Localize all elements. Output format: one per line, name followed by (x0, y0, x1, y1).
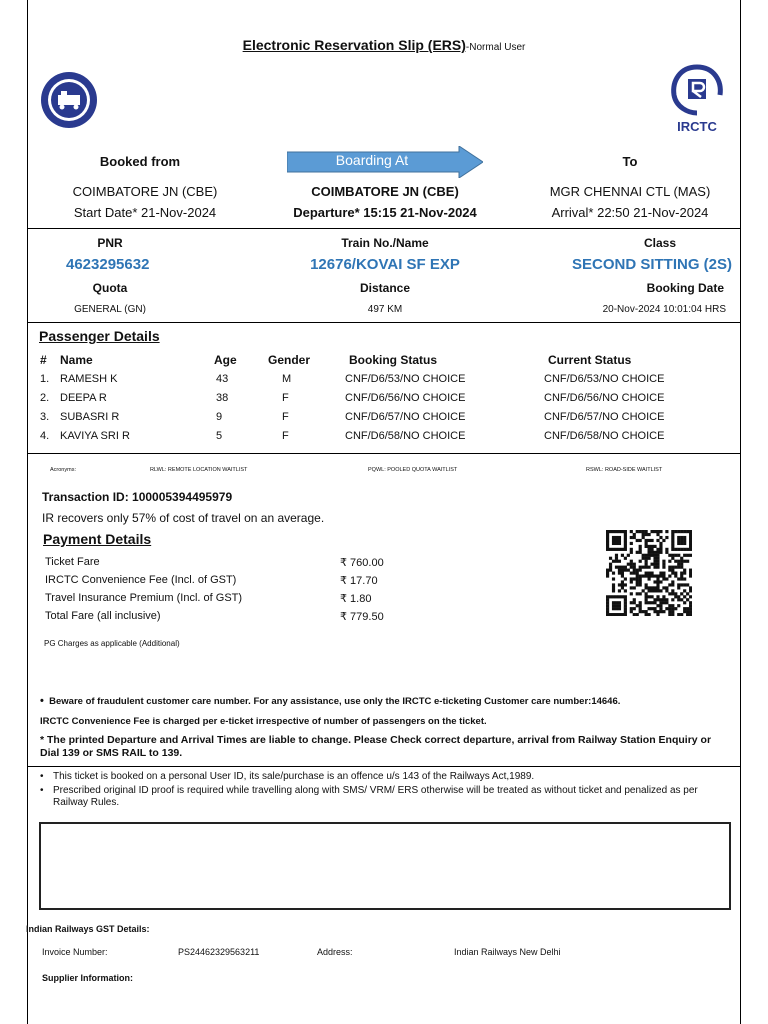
ticket-fare-label: Ticket Fare (45, 556, 100, 568)
fraud-notice-text: Beware of fraudulent customer care number. For any assistance, use only the IRCTC e-ticketing Customer care number:14646. (49, 696, 621, 707)
distance-value: 497 KM (367, 304, 403, 315)
page-border-right (740, 0, 741, 1024)
transaction-id: Transaction ID: 100005394495979 (42, 490, 233, 504)
col-booking-status: Booking Status (349, 353, 438, 367)
insurance-premium-label: Travel Insurance Premium (Incl. of GST) (45, 592, 243, 604)
table-row (0, 373, 768, 389)
supplier-information-label: Supplier Information: (42, 973, 133, 983)
col-gender: Gender (268, 353, 311, 367)
passenger-num: 1. (40, 373, 50, 385)
table-row (0, 392, 768, 408)
insurance-premium-amount: ₹ 1.80 (340, 593, 372, 605)
col-current-status: Current Status (548, 353, 632, 367)
passenger-num: 2. (40, 392, 50, 404)
passenger-age: 5 (216, 430, 223, 442)
acronyms-label: Acronyms: (50, 467, 76, 473)
page-title (0, 37, 768, 53)
passenger-age: 9 (216, 411, 223, 423)
departure-time: Departure* 15:15 21-Nov-2024 (293, 205, 477, 220)
passenger-booking-status: CNF/D6/58/NO CHOICE (345, 430, 466, 442)
train-label: Train No./Name (341, 236, 429, 250)
pnr-label: PNR (97, 236, 123, 250)
ers-subtitle: -Normal User (465, 42, 526, 53)
passenger-current-status: CNF/D6/53/NO CHOICE (544, 373, 665, 385)
passenger-gender: F (282, 411, 289, 423)
passenger-name: SUBASRI R (60, 411, 120, 423)
boarding-station: COIMBATORE JN (CBE) (311, 184, 459, 199)
passenger-name: DEEPA R (60, 392, 107, 404)
passenger-booking-status: CNF/D6/56/NO CHOICE (345, 392, 466, 404)
address-label: Address: (317, 947, 353, 957)
passenger-num: 4. (40, 430, 50, 442)
id-proof-notice-text: Prescribed original ID proof is required while travelling along with SMS/ VRM/ ERS otherwise will be treated as without ticket and penalized as per Railway Rules. (53, 785, 698, 808)
quota-label: Quota (92, 281, 128, 295)
acronym-rswl: RSWL: ROAD-SIDE WAITLIST (586, 467, 663, 473)
passenger-current-status: CNF/D6/58/NO CHOICE (544, 430, 665, 442)
col-age: Age (214, 353, 237, 367)
booking-date-label: Booking Date (646, 281, 724, 295)
acronym-rlwl: RLWL: REMOTE LOCATION WAITLIST (150, 467, 248, 473)
address-value: Indian Railways New Delhi (454, 947, 561, 957)
passenger-table-header (0, 353, 768, 369)
passenger-age: 43 (216, 373, 229, 385)
personal-id-notice-text: This ticket is booked on a personal User ID, its sale/purchase is an offence u/s 143 of the Railways Act,1989. (53, 771, 535, 782)
page-border-left (27, 0, 28, 1024)
quota-value: GENERAL (GN) (74, 304, 146, 315)
passenger-gender: M (282, 373, 292, 385)
start-date: Start Date* 21-Nov-2024 (73, 205, 217, 220)
passenger-booking-status: CNF/D6/53/NO CHOICE (345, 373, 466, 385)
boarding-at-label: Boarding At (335, 152, 409, 168)
from-station: COIMBATORE JN (CBE) (72, 184, 218, 199)
divider (27, 228, 741, 229)
col-num: # (40, 353, 47, 367)
timing-notice: * The printed Departure and Arrival Times are liable to change. Please Check correct departure, arrival from Railway Station Enquiry or Dial 139 or SMS RAIL to 139. (40, 734, 712, 759)
convenience-fee-amount: ₹ 17.70 (340, 575, 378, 587)
acronym-pqwl: PQWL: POOLED QUOTA WAITLIST (368, 467, 458, 473)
passenger-name: RAMESH K (60, 373, 118, 385)
class-label: Class (643, 236, 677, 250)
invoice-label: Invoice Number: (42, 947, 108, 957)
cost-recovery-note: IR recovers only 57% of cost of travel on an average. (42, 511, 325, 525)
personal-id-notice: • This ticket is booked on a personal User ID, its sale/purchase is an offence u/s 143 of the Railways Act,1989. • Prescribed original ID proof is required while travelling along with SMS/ VRM/ ERS otherwise will be treated as without ticket and penalized as per Railway Rules. (40, 771, 698, 808)
divider (27, 322, 741, 323)
pg-charges-note: PG Charges as applicable (Additional) (44, 639, 180, 648)
convenience-fee-notice: IRCTC Convenience Fee is charged per e-ticket irrespective of number of passengers on the ticket. (40, 716, 487, 727)
gst-details-heading: Indian Railways GST Details: (26, 924, 150, 934)
irctc-logo-icon (666, 61, 728, 137)
arrival-time: Arrival* 22:50 21-Nov-2024 (551, 205, 709, 220)
passenger-gender: F (282, 392, 289, 404)
divider (27, 766, 741, 767)
distance-label: Distance (359, 281, 411, 295)
boarding-arrow (287, 146, 483, 178)
payment-details-heading: Payment Details (43, 531, 152, 547)
passenger-current-status: CNF/D6/56/NO CHOICE (544, 392, 665, 404)
irctc-logo-text: IRCTC (677, 119, 717, 134)
indian-railways-seal-icon (40, 71, 98, 129)
qr-code-icon (606, 530, 692, 616)
table-row (0, 411, 768, 427)
col-name: Name (60, 353, 93, 367)
pnr-number: 4623295632 (66, 256, 150, 273)
booked-from-label: Booked from (99, 154, 181, 169)
ticket-fare-amount: ₹ 760.00 (340, 557, 384, 569)
passenger-age: 38 (216, 392, 229, 404)
travel-class: SECOND SITTING (2S) (571, 256, 732, 273)
passenger-details-heading: Passenger Details (39, 328, 160, 344)
fraud-notice: • Beware of fraudulent customer care number. For any assistance, use only the IRCTC e-ticketing Customer care number:14646. (40, 695, 621, 707)
to-station: MGR CHENNAI CTL (MAS) (549, 184, 711, 199)
passenger-gender: F (282, 430, 289, 442)
total-fare-label: Total Fare (all inclusive) (45, 610, 161, 622)
passenger-num: 3. (40, 411, 50, 423)
invoice-number: PS24462329563211 (178, 947, 260, 957)
passenger-name: KAVIYA SRI R (60, 430, 130, 442)
divider (27, 453, 741, 454)
booking-date-value: 20-Nov-2024 10:01:04 HRS (602, 304, 726, 315)
to-label: To (622, 154, 638, 169)
advertisement-box (39, 822, 731, 910)
passenger-booking-status: CNF/D6/57/NO CHOICE (345, 411, 466, 423)
ers-title: Electronic Reservation Slip (ERS) (242, 37, 466, 53)
table-row (0, 430, 768, 446)
passenger-current-status: CNF/D6/57/NO CHOICE (544, 411, 665, 423)
total-fare-amount: ₹ 779.50 (340, 611, 384, 623)
convenience-fee-label: IRCTC Convenience Fee (Incl. of GST) (45, 574, 237, 586)
train-name: 12676/KOVAI SF EXP (310, 256, 460, 273)
